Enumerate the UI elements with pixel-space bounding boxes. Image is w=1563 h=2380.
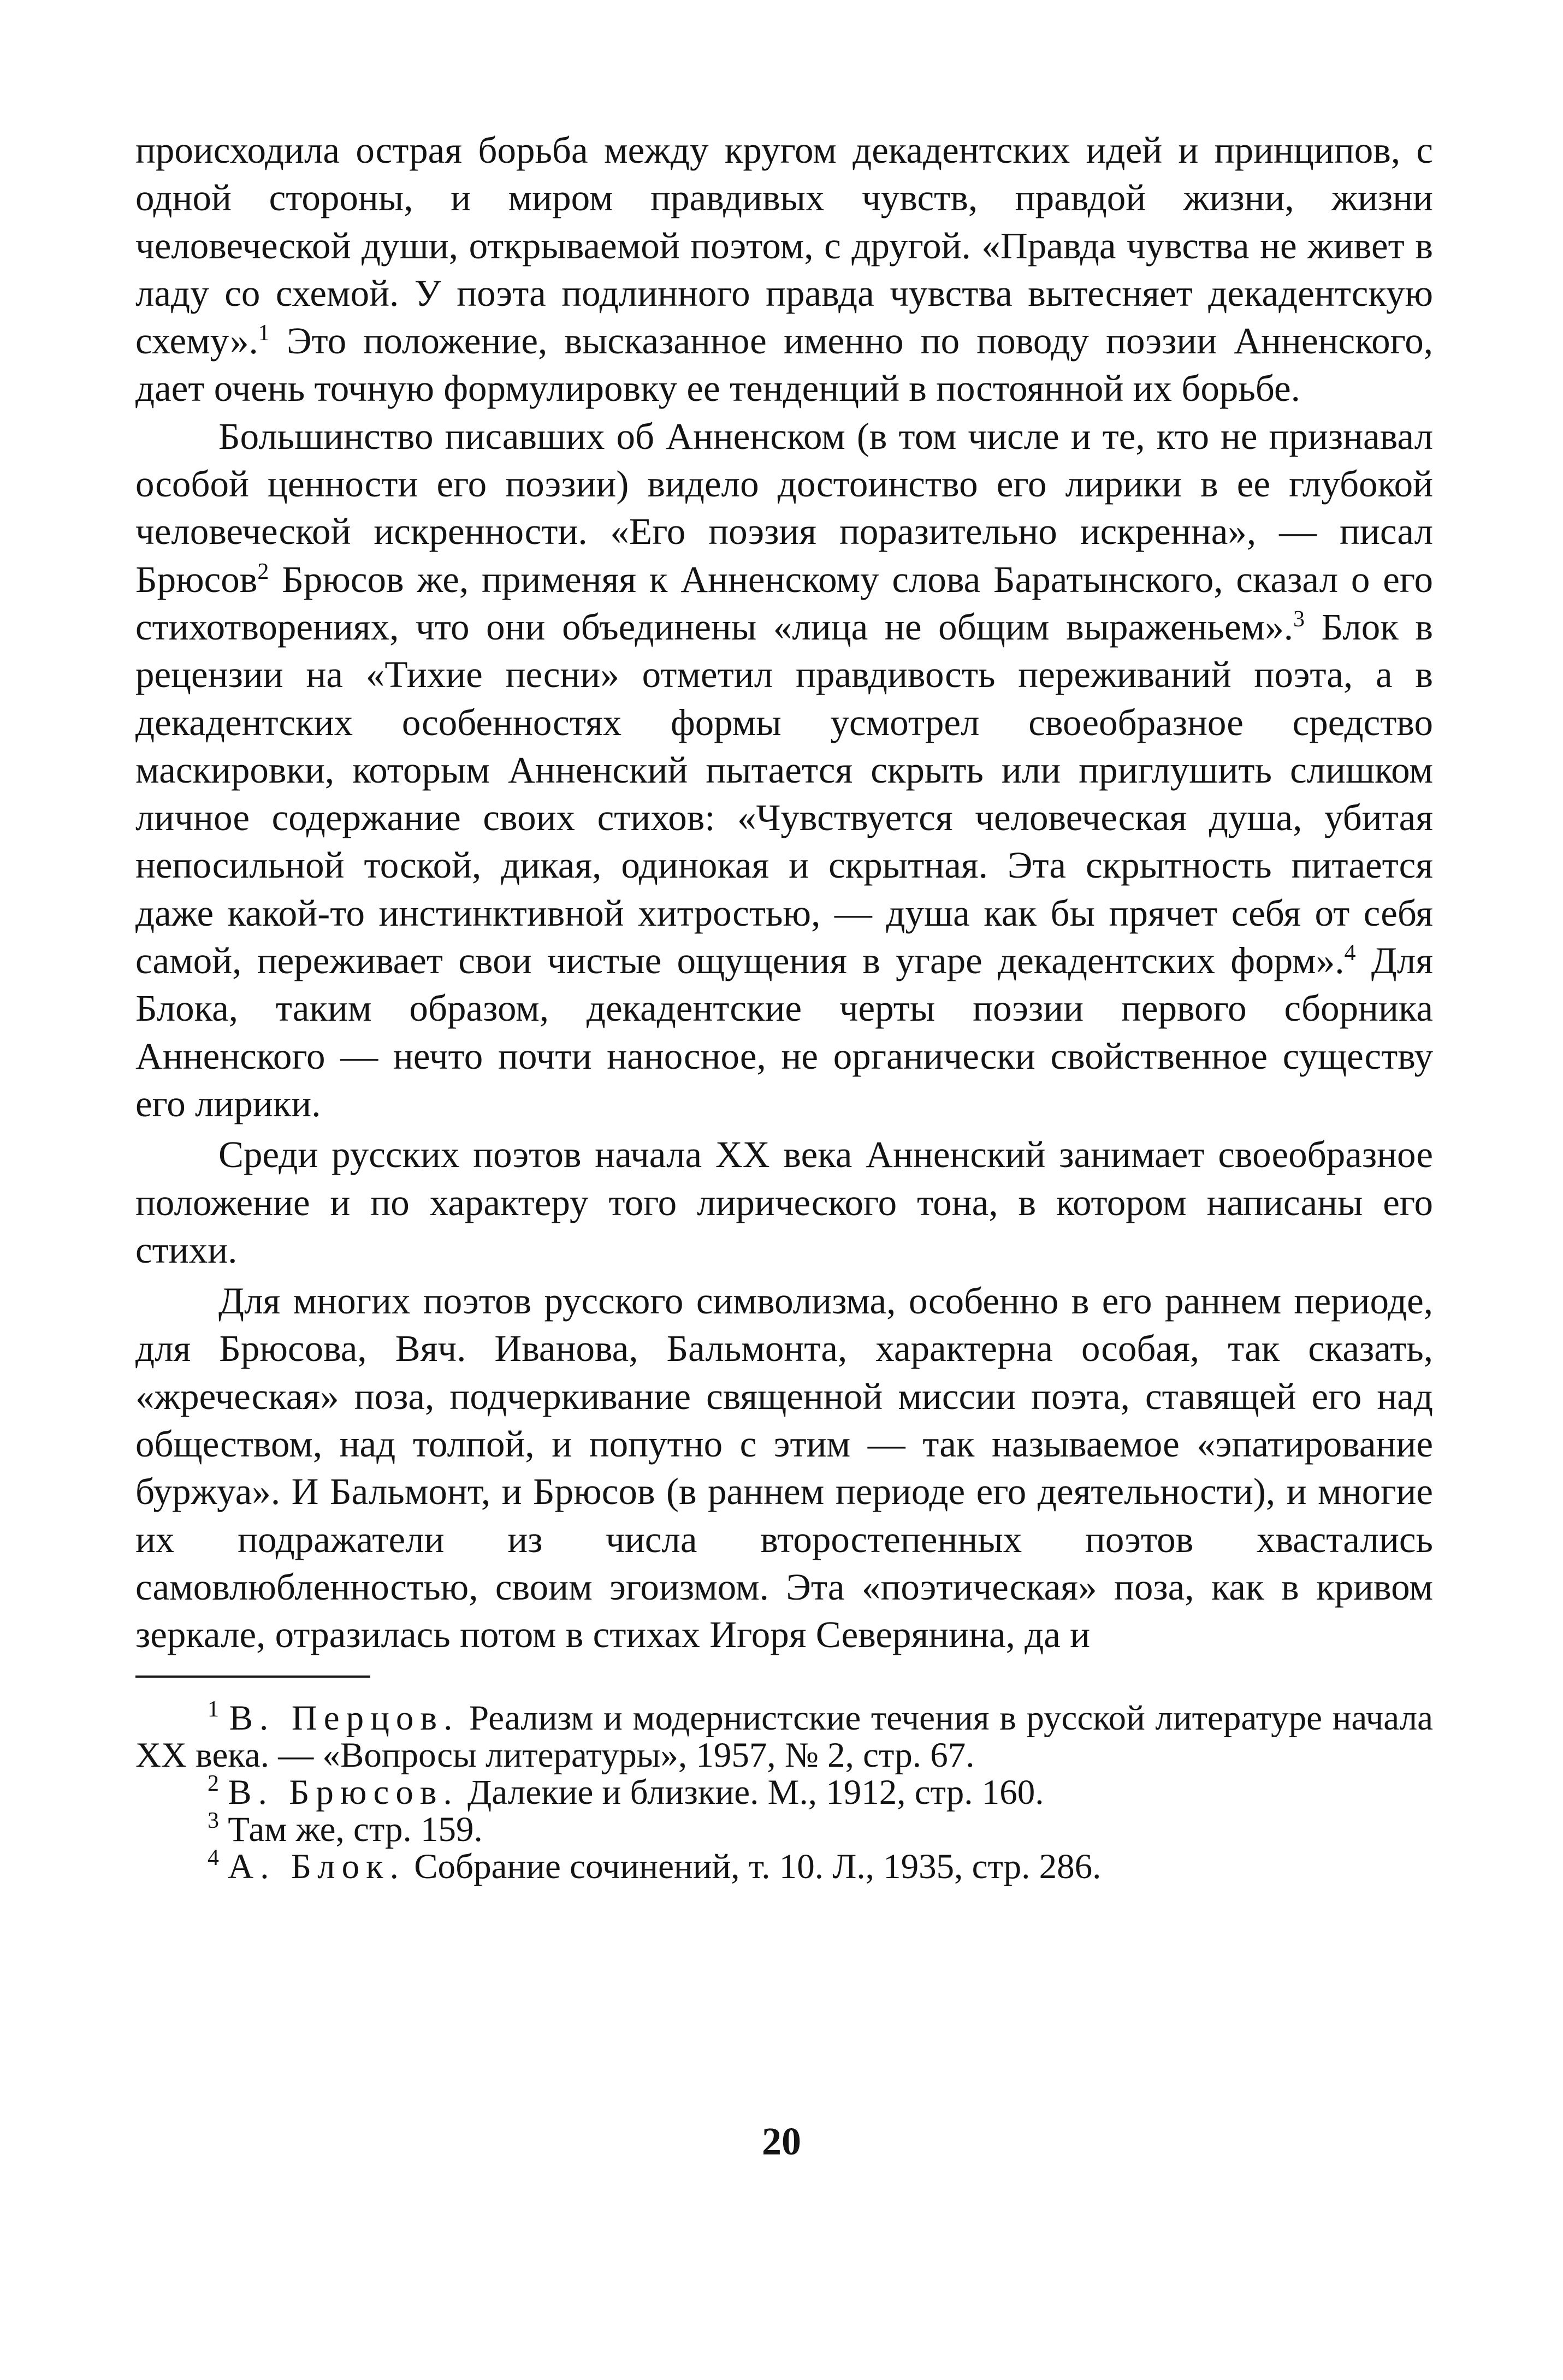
- footnote-text: Далекие и близкие. М., 1912, стр. 160.: [458, 1772, 1044, 1812]
- paragraph-2-part-3: Блок в рецензии на «Тихие песни» отметил правдивость переживаний поэта, а в декадентских особенностях формы усмотрел своеобразное средство маскировки, которым Анненский пытается скрыть или приглушить слишком личное содержание своих стихов: «Чувствуется человеческая душа, убитая непосильной тоской, дикая, одинокая и скрытная. Эта скрытность питается даже какой-то инстинктивной хитростью, — душа как бы прячет себя от себя самой, переживает свои чистые ощущения в угаре декадентских форм».: [135, 606, 1433, 982]
- paragraph-2-part-4: Для Блока, таким образом, декадентские черты поэзии первого сборника Анненского — нечто почти наносное, не органически свойственное существу его лирики.: [135, 940, 1433, 1124]
- footnote-3: [135, 1808, 1433, 1849]
- footnote-ref-1: 1: [258, 321, 270, 346]
- footnote-author: В. Брюсов.: [228, 1772, 459, 1812]
- footnote-ref-4: 4: [1344, 940, 1356, 966]
- footnote-text: Собрание сочинений, т. 10. Л., 1935, стр. 286.: [405, 1846, 1102, 1886]
- paragraph-2: [135, 413, 1433, 1128]
- footnote-ref-3: 3: [1293, 606, 1305, 632]
- footnote-author: А. Блок.: [228, 1846, 405, 1886]
- footnotes: [135, 1696, 1434, 1886]
- paragraph-1-part-2: Это положение, высказанное именно по поводу поэзии Анненского, дает очень точную формулировку ее тенденций в постоянной их борьбе.: [135, 320, 1433, 410]
- footnote-separator: [135, 1676, 370, 1678]
- paragraph-2-part-2: Брюсов же, применяя к Анненскому слова Баратынского, сказал о его стихотворениях, что они объединены «лица не общим выраженьем».: [135, 558, 1433, 648]
- paragraph-3: [135, 1131, 1433, 1274]
- footnote-number: 2: [208, 1771, 219, 1796]
- paragraph-1-part-1: происходила острая борьба между кругом декадентских идей и принципов, с одной стороны, и миром правдивых чувств, правдой жизни, жизни человеческой души, открываемой поэтом, с другой. «Правда чувства не живет в ладу со схемой. У поэта подлинного правда чувства вытесняет декадентскую схему».: [135, 129, 1433, 362]
- footnote-text: Там же, стр. 159.: [228, 1809, 483, 1849]
- paragraph-4-text: Для многих поэтов русского символизма, особенно в его раннем периоде, для Брюсова, Вяч. Иванова, Бальмонта, характерна особая, так сказать, «жреческая» поза, подчеркивание священной миссии поэта, ставящей его над обществом, над толпой, и попутно с этим — так называемое «эпатирование буржуа». И Бальмонт, и Брюсов (в раннем периоде его деятельности), и многие их подражатели из числа второстепенных поэтов хвастались самовлюбленностью, своим эгоизмом. Эта «поэтическая» поза, как в кривом зеркале, отразилась потом в стихах Игоря Северянина, да и: [135, 1280, 1433, 1656]
- paragraph-1: [135, 127, 1433, 413]
- footnote-number: 3: [208, 1808, 219, 1833]
- body-text: [135, 127, 1433, 1659]
- footnote-ref-2: 2: [257, 559, 269, 584]
- footnote-1: [135, 1696, 1434, 1775]
- footnote-number: 1: [208, 1696, 219, 1722]
- paragraph-3-text: Среди русских поэтов начала XX века Анненский занимает своеобразное положение и по характеру того лирического тона, в котором написаны его стихи.: [135, 1134, 1433, 1271]
- paragraph-4: [135, 1277, 1433, 1659]
- page: [135, 127, 1433, 1885]
- page-number: 20: [762, 2119, 801, 2163]
- paragraph-2-part-1: Большинство писавших об Анненском (в том числе и те, кто не признавал особой ценности его поэзии) видело достоинство его лирики в ее глубокой человеческой искренности. «Его поэзия поразительно искренна», — писал Брюсов: [135, 415, 1433, 600]
- footnote-author: В. Перцов.: [229, 1698, 459, 1738]
- footnote-4: [135, 1845, 1433, 1886]
- footnote-number: 4: [208, 1845, 219, 1870]
- footnote-text: Реализм и модернистские течения в русской литературе начала XX века. — «Вопросы литературы», 1957, № 2, стр. 67.: [135, 1698, 1434, 1775]
- footnote-2: [135, 1771, 1433, 1812]
